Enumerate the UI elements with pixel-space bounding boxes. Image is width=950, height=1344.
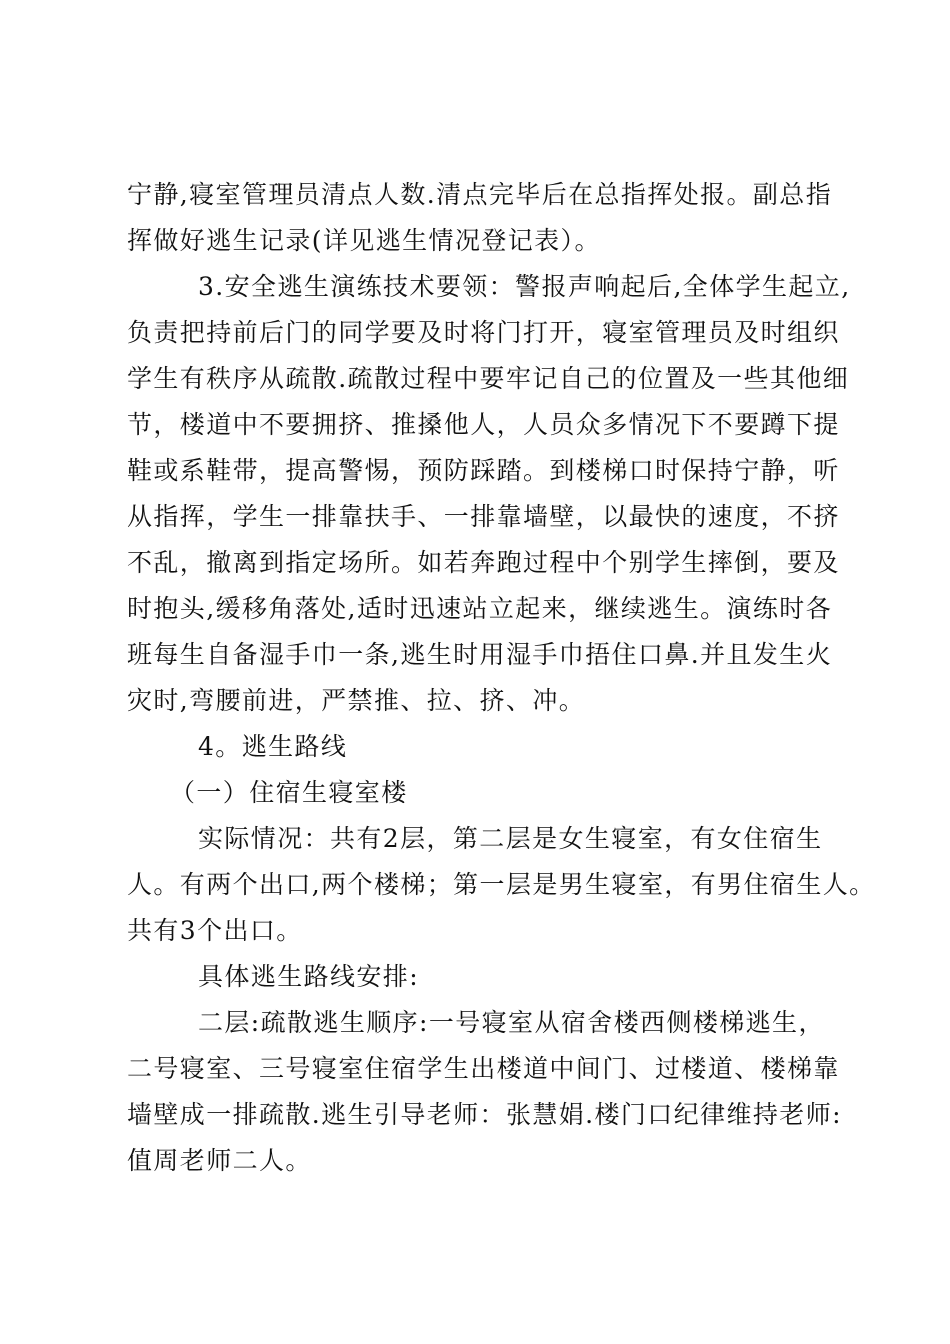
text-line-22: 值周老师二人。 bbox=[127, 1146, 312, 1175]
text-line-11: 班每生自备湿手巾一条,逃生时用湿手巾捂住口鼻.并且发生火 bbox=[127, 640, 833, 669]
text-line-6: 节，楼道中不要拥挤、推搡他人，人员众多情况下不要蹲下提 bbox=[127, 410, 840, 439]
text-line-18: 具体逃生路线安排: bbox=[198, 962, 420, 991]
text-line-16: 人。有两个出口,两个楼梯；第一层是男生寝室，有男住宿生人。 bbox=[127, 870, 876, 899]
text-line-12: 灾时,弯腰前进，严禁推、拉、挤、冲。 bbox=[127, 686, 586, 715]
text-line-1: 宁静,寝室管理员清点人数.清点完毕后在总指挥处报。副总指 bbox=[127, 180, 833, 209]
text-line-9: 不乱，撤离到指定场所。如若奔跑过程中个别学生摔倒，要及 bbox=[127, 548, 840, 577]
text-line-3: 3.安全逃生演练技术要领：警报声响起后,全体学生起立, bbox=[198, 272, 851, 301]
text-line-2: 挥做好逃生记录(详见逃生情况登记表）。 bbox=[127, 226, 601, 255]
section-heading-escape-routes: 4。逃生路线 bbox=[198, 732, 348, 761]
text-line-15: 实际情况：共有2层，第二层是女生寝室，有女住宿生 bbox=[198, 824, 823, 853]
text-line-17: 共有3个出口。 bbox=[127, 916, 303, 945]
text-line-4: 负责把持前后门的同学要及时将门打开，寝室管理员及时组织 bbox=[127, 318, 840, 347]
subsection-heading-dormitory: （一）住宿生寝室楼 bbox=[170, 778, 408, 807]
text-line-19: 二层:疏散逃生顺序:一号寝室从宿舍楼西侧楼梯逃生， bbox=[198, 1008, 825, 1037]
text-line-20: 二号寝室、三号寝室住宿学生出楼道中间门、过楼道、楼梯靠 bbox=[127, 1054, 840, 1083]
text-line-7: 鞋或系鞋带，提高警惕，预防踩踏。到楼梯口时保持宁静，听 bbox=[127, 456, 840, 485]
text-line-21: 墙壁成一排疏散.逃生引导老师：张慧娟.楼门口纪律维持老师: bbox=[127, 1100, 842, 1129]
text-line-8: 从指挥，学生一排靠扶手、一排靠墙壁，以最快的速度，不挤 bbox=[127, 502, 840, 531]
text-line-10: 时抱头,缓移角落处,适时迅速站立起来，继续逃生。演练时各 bbox=[127, 594, 833, 623]
text-line-5: 学生有秩序从疏散.疏散过程中要牢记自己的位置及一些其他细 bbox=[127, 364, 850, 393]
